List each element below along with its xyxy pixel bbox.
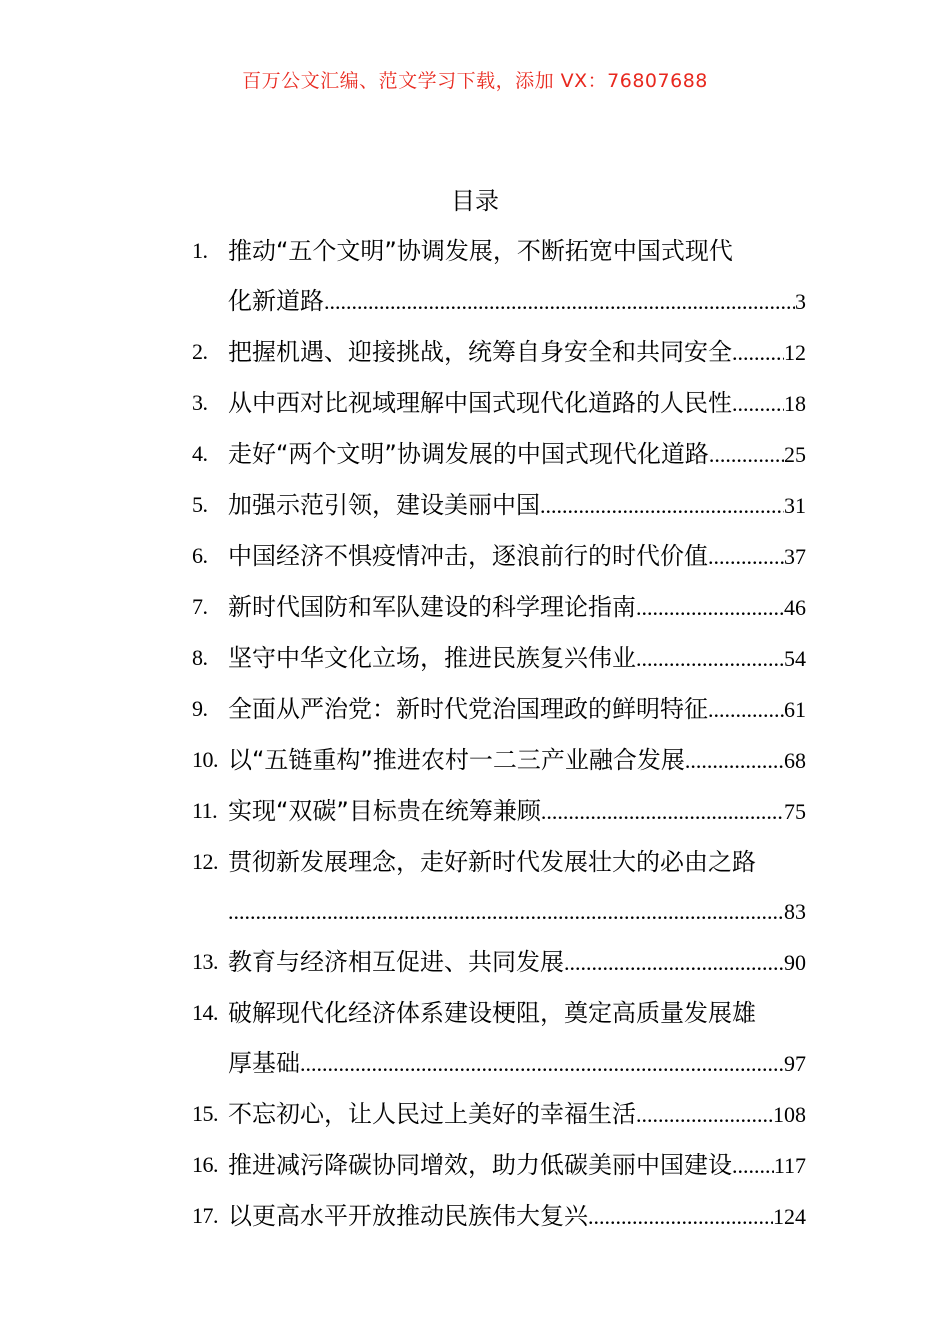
toc-entry-page-number: 83 <box>784 899 806 924</box>
toc-entry-leader-dots <box>540 481 784 531</box>
toc-entry[interactable] <box>192 988 806 1089</box>
toc-entry[interactable] <box>192 786 806 837</box>
toc-entry-leader-dots <box>324 277 795 327</box>
toc-entry-leader-dots <box>732 328 784 378</box>
toc-entry[interactable] <box>192 684 806 735</box>
toc-entry-page-number: 124 <box>773 1204 806 1229</box>
toc-entry-line <box>228 378 806 429</box>
toc-entry-number: 8. <box>192 645 208 670</box>
toc-entry-page-number: 117 <box>773 1153 806 1178</box>
toc-entry[interactable] <box>192 837 806 937</box>
toc-entry-leader-dots <box>685 736 784 786</box>
toc-entry-number: 6. <box>192 543 208 568</box>
toc-entry-page-number: 3 <box>795 289 806 314</box>
toc-entry-page-number: 61 <box>784 697 806 722</box>
toc-entry[interactable] <box>192 1140 806 1191</box>
toc-entry-page-number: 108 <box>773 1102 806 1127</box>
toc-entry-number: 14. <box>192 1000 218 1025</box>
toc-entry-body <box>228 988 806 1089</box>
toc-entry-title-line1: 破解现代化经济体系建设梗阻，奠定高质量发展雄 <box>228 999 756 1027</box>
toc-entry-title: 中国经济不惧疫情冲击，逐浪前行的时代价值 <box>228 542 708 570</box>
toc-entry-title-line1: 贯彻新发展理念，走好新时代发展壮大的必由之路 <box>228 848 756 876</box>
toc-entry-line <box>228 531 806 582</box>
toc-entry-title: 厚基础 <box>228 1049 300 1077</box>
toc-entry-line <box>228 1089 806 1140</box>
toc-entry-title: 实现“双碳”目标贵在统筹兼顾 <box>228 797 541 825</box>
toc-title: 目录 <box>451 187 499 215</box>
toc-entry-line <box>228 327 806 378</box>
toc-entry[interactable] <box>192 327 806 378</box>
toc-entry-page-number: 68 <box>784 748 806 773</box>
toc-entry-leader-dots <box>588 1192 773 1242</box>
toc-entry-title: 推进减污降碳协同增效，助力低碳美丽中国建设 <box>228 1151 732 1179</box>
toc-entry-line <box>228 429 806 480</box>
toc-entry-leader-dots <box>636 1090 773 1140</box>
toc-entry-page-number: 54 <box>784 646 806 671</box>
toc-entry-page-number: 12 <box>784 340 806 365</box>
toc-entry-number: 15. <box>192 1101 218 1126</box>
toc-entry-title: 把握机遇、迎接挑战，统筹自身安全和共同安全 <box>228 338 732 366</box>
toc-entry-number: 3. <box>192 390 208 415</box>
toc-entry[interactable] <box>192 480 806 531</box>
toc-entry-page-number: 18 <box>784 391 806 416</box>
toc-entry-line <box>228 1191 806 1242</box>
toc-entry-line <box>228 582 806 633</box>
toc-entry-number: 17. <box>192 1203 218 1228</box>
toc-entry[interactable] <box>192 735 806 786</box>
toc-entry-body <box>228 531 806 582</box>
toc-entry-line <box>228 786 806 837</box>
toc-entry-title: 教育与经济相互促进、共同发展 <box>228 948 564 976</box>
toc-entry-title-line1: 推动“五个文明”协调发展，不断拓宽中国式现代 <box>228 237 733 265</box>
toc-entry-number: 1. <box>192 238 208 263</box>
toc-entry-leader-dots <box>708 685 784 735</box>
toc-entry-page-number: 25 <box>784 442 806 467</box>
toc-entry-line <box>228 1140 806 1191</box>
toc-entry-number: 10. <box>192 747 218 772</box>
toc-entry-title: 坚守中华文化立场，推进民族复兴伟业 <box>228 644 636 672</box>
toc-entry-title: 全面从严治党：新时代党治国理政的鲜明特征 <box>228 695 708 723</box>
toc-entry-number: 11. <box>192 798 218 823</box>
toc-entry-body <box>228 429 806 480</box>
toc-entry-title: 化新道路 <box>228 287 324 315</box>
toc-entry-leader-dots <box>541 787 784 837</box>
toc-entry-title: 不忘初心，让人民过上美好的幸福生活 <box>228 1100 636 1128</box>
toc-entry-title: 加强示范引领，建设美丽中国 <box>228 491 540 519</box>
toc-entry-leader-dots <box>564 938 784 988</box>
toc-entry-body <box>228 1191 806 1242</box>
toc-entry-number: 16. <box>192 1152 218 1177</box>
toc-entry-leader-dots <box>300 1039 784 1089</box>
toc-entry-line <box>228 276 806 327</box>
toc-entry[interactable] <box>192 1191 806 1242</box>
toc-entry-body <box>228 1089 806 1140</box>
toc-entry[interactable] <box>192 1089 806 1140</box>
toc-entry-leader-dots <box>732 1141 774 1191</box>
toc-entry-leader-dots <box>228 887 784 937</box>
toc-entry-leader-dots <box>708 532 784 582</box>
toc-entry-title: 从中西对比视域理解中国式现代化道路的人民性 <box>228 389 732 417</box>
toc-entry-body <box>228 937 806 988</box>
toc-entry-page-number: 90 <box>784 950 806 975</box>
toc-entry-line <box>228 684 806 735</box>
toc-entry-body <box>228 1140 806 1191</box>
toc-entry-body <box>228 786 806 837</box>
toc-entry-line <box>228 937 806 988</box>
toc-entry-leader-dots <box>732 379 784 429</box>
toc-entry-number: 7. <box>192 594 208 619</box>
toc-entry-number: 2. <box>192 339 208 364</box>
toc-entry-page-number: 46 <box>784 595 806 620</box>
toc-entry-number: 13. <box>192 949 218 974</box>
toc-entry[interactable] <box>192 633 806 684</box>
toc-entry-number: 4. <box>192 441 208 466</box>
toc-entry-title: 以更高水平开放推动民族伟大复兴 <box>228 1202 588 1230</box>
toc-entry-leader-dots <box>709 430 784 480</box>
toc-entry-page-number: 31 <box>784 493 806 518</box>
toc-entry-leader-dots <box>636 583 784 633</box>
toc-entry[interactable] <box>192 429 806 480</box>
toc-entry-number: 5. <box>192 492 208 517</box>
toc-entry[interactable] <box>192 531 806 582</box>
toc-entry[interactable] <box>192 582 806 633</box>
toc-entry-line <box>228 735 806 786</box>
toc-entry-body <box>228 327 806 378</box>
toc-entry-line <box>228 887 806 937</box>
toc-entry-body <box>228 378 806 429</box>
toc-entry-body <box>228 633 806 684</box>
toc-entry-page-number: 97 <box>784 1051 806 1076</box>
toc-entry-body <box>228 735 806 786</box>
toc-entry-line <box>228 480 806 531</box>
toc-entry-line <box>228 633 806 684</box>
toc-entry-body <box>228 837 806 937</box>
toc-entry-body <box>228 480 806 531</box>
toc-entry-title: 以“五链重构”推进农村一二三产业融合发展 <box>228 746 685 774</box>
toc-entry-line <box>228 1038 806 1089</box>
toc-entry-body <box>228 226 806 327</box>
toc-entry-number: 12. <box>192 849 218 874</box>
toc-entry-title: 走好“两个文明”协调发展的中国式现代化道路 <box>228 440 709 468</box>
toc-entry[interactable] <box>192 378 806 429</box>
toc-entry-page-number: 75 <box>784 799 806 824</box>
toc-entry-body <box>228 582 806 633</box>
toc-entry-title: 新时代国防和军队建设的科学理论指南 <box>228 593 636 621</box>
toc-entry[interactable] <box>192 226 806 327</box>
toc-entry-leader-dots <box>636 634 784 684</box>
header-watermark: 百万公文汇编、范文学习下载，添加 VX：76807688 <box>242 70 708 92</box>
toc-entry[interactable] <box>192 937 806 988</box>
table-of-contents <box>192 226 806 1242</box>
toc-entry-body <box>228 684 806 735</box>
toc-entry-page-number: 37 <box>784 544 806 569</box>
toc-entry-number: 9. <box>192 696 208 721</box>
